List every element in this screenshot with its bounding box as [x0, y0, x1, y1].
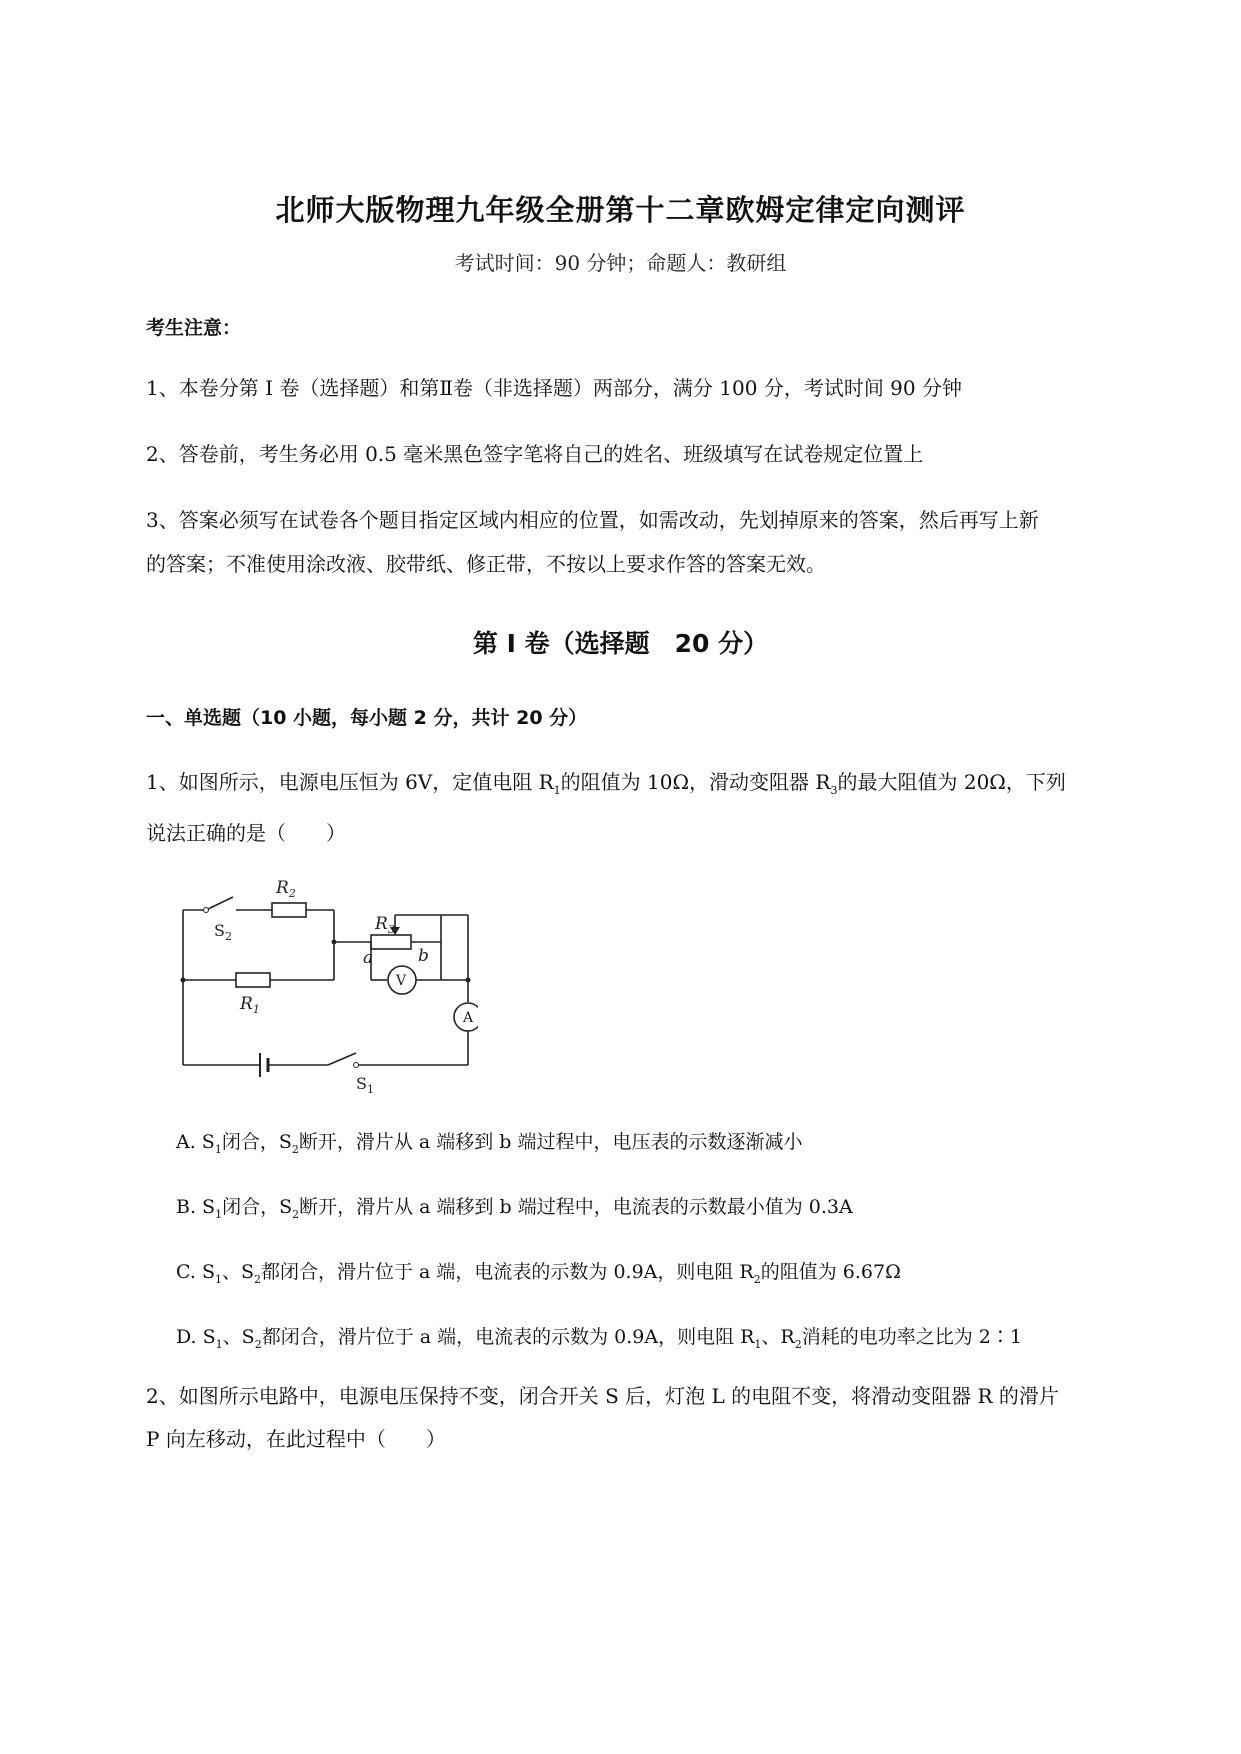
svg-text:R1: $R_1$	[240, 994, 260, 1016]
svg-text:S2: $S_2$	[214, 921, 232, 943]
svg-text:b: b	[418, 946, 429, 966]
r2-resistor	[272, 903, 306, 917]
section-title: 第 I 卷（选择题 20 分）	[472, 629, 769, 658]
page-title: 北师大版物理九年级全册第十二章欧姆定律定向测评	[275, 193, 966, 227]
svg-text:a: a	[363, 948, 374, 968]
svg-text:S1: $S_1$	[356, 1074, 374, 1095]
svg-text:R3: $R_3$	[375, 914, 395, 936]
option-c[interactable]: C. $S_1$、$S_2$都闭合，滑片位于 a 端，电流表的示数为 0.9A，则电阻 $R_2$的阻值为 6.67Ω	[176, 1261, 901, 1286]
svg-text:A: A	[463, 1010, 474, 1026]
notice-item-3: 3、答案必须写在试卷各个题目指定区域内相应的位置，如需改动，先划掉原来的答案，然后再写上新	[146, 508, 1039, 532]
option-a[interactable]: A. $S_1$闭合，$S_2$断开，滑片从 a 端移到 b 端过程中，电压表的示数逐渐减小	[176, 1131, 803, 1156]
question-1-text: 1、如图所示，电源电压恒为 6V，定值电阻 $R_1$的阻值为 10Ω，滑动变阻器 $R_3$的最大阻值为 20Ω，下列 说法正确的是（ ）	[146, 770, 1066, 845]
notice-item-1: 1、本卷分第 I 卷（选择题）和第Ⅱ卷（非选择题）两部分，满分 100 分，考试时间 90 分钟	[146, 376, 962, 400]
exam-info: 考试时间：90 分钟；命题人：教研组	[454, 251, 787, 275]
notice-heading: 考生注意：	[146, 317, 242, 339]
section-subheading: 一、单选题（10 小题，每小题 2 分，共计 20 分）	[146, 707, 588, 729]
notice-item-2: 2、答卷前，考生务必用 0.5 毫米黑色签字笔将自己的姓名、班级填写在试卷规定位置上	[146, 442, 924, 466]
svg-text:R2: $R_2$	[276, 878, 296, 900]
r1-resistor	[236, 973, 270, 987]
question-2-text: 2、如图所示电路中，电源电压保持不变，闭合开关 S 后，灯泡 L 的电阻不变，将滑动变阻器 R 的滑片 P 向左移动，在此过程中（ ）	[146, 1384, 1059, 1451]
notice-item-3-cont: 的答案；不准使用涂改液、胶带纸、修正带，不按以上要求作答的答案无效。	[146, 552, 826, 576]
option-b[interactable]: B. $S_1$闭合，$S_2$断开，滑片从 a 端移到 b 端过程中，电流表的示数最小值为 0.3A	[176, 1196, 853, 1221]
circuit-diagram	[178, 865, 478, 1095]
svg-text:V: V	[396, 973, 407, 989]
r3-rheostat	[371, 935, 411, 949]
option-d[interactable]: D. $S_1$、$S_2$都闭合，滑片位于 a 端，电流表的示数为 0.9A，则电阻 $R_1$、$R_2$消耗的电功率之比为 2∶1	[176, 1326, 1022, 1351]
